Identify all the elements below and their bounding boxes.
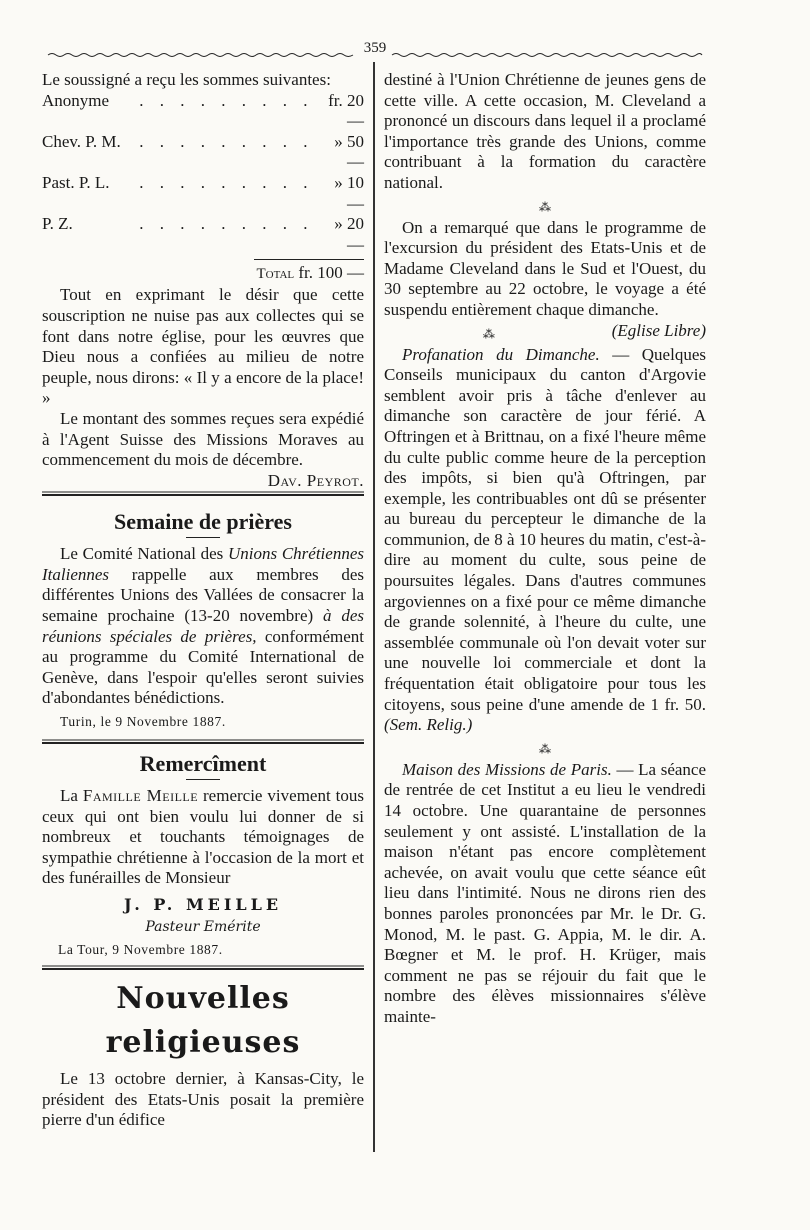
missions-paragraph (384, 760, 706, 1028)
title-rule (186, 779, 220, 780)
section-title-semaine: Semaine de prières (113, 509, 292, 535)
page-number: 359 (363, 40, 387, 56)
signature: Dav. Peyrot. (267, 470, 364, 490)
title-rule (186, 537, 220, 538)
remerciment-text-b: remercie vivement tous ceux qui ont bien voulu lui donner de si nombreux et touchants témoignages de sympathie chrétienne à l'occasion de la mort et des funérailles de Monsieur (42, 786, 364, 888)
section-title-nouvelles: Nouvelles religieuses (105, 981, 301, 1060)
subscription-total (42, 262, 364, 285)
excursion-text: On a remarqué que dans le programme de l'excursion du président des Etats-Unis et de Madame Cleveland dans le Sud et l'Ouest, du 30 septembre au 22 octobre, le voyage a été suspendu entièrement chaque dimanche. (384, 217, 706, 319)
semaine-text-a: Le Comité National des (60, 544, 229, 564)
subscriber-name: Past. P. L. (42, 172, 110, 192)
semaine-text-e: conformément au programme du Comité International de Genève, dans l'espoir qu'elles seront suivies d'abondantes bénédictions. (42, 626, 364, 708)
top-wavy-rule-right (392, 52, 702, 58)
leader-dots: . . . . . . . . . (139, 90, 314, 110)
semaine-paragraph (42, 544, 364, 709)
profanation-text: — Quelques Conseils municipaux du canton d'Argovie semblent avoir pris à tâche d'enlever au dimanche son caractère de jour férié. A Oftringen et à Brittnau, on a fixé l'heure même du culte public comme heure de la perception des impôts, si bien qu'à Oftringen, par exemple, les contribuables ont dû se présenter au bureau du percepteur le dimanche de la communion, de 8 à 10 heures du matin, c'est-à-dire au moment du culte, sous peine de poursuites légales. Dans d'autres communes argoviennes on a fixé pour ce même dimanche de grande solennité, à l'heure du culte, une assemblée communale où l'on devait voter sur une nouvelle loi commerciale et dont la fréquentation était obligatoire pour tous les citoyens, sous peine d'une amende de 1 fr. 50. (384, 344, 706, 714)
subscription-row (42, 173, 364, 214)
family-name: Famille Meille (82, 786, 199, 806)
subscription-list (42, 91, 364, 256)
asterism: ⁂ (539, 741, 551, 756)
subscriber-name: P. Z. (42, 214, 73, 234)
subscription-row (42, 132, 364, 173)
deceased-title: Pasteur Emérite (145, 919, 261, 935)
asterism: ⁂ (539, 199, 551, 214)
remerciment-text-a: La (60, 786, 83, 806)
subscription-amount: » 10 — (334, 172, 364, 213)
profanation-source: (Sem. Relig.) (384, 715, 473, 735)
subscription-intro: Le soussigné a reçu les sommes suivantes: (42, 70, 331, 89)
missions-text: — La séance de rentrée de cet Institut a eu lieu le vendredi 14 octobre. Une quarantaine de personnes seulement y ont assisté. L'installation de la maison n'étant pas encore complètement achevée, on avait voulu que cette séance eût lieu dans l'intimité. Nous ne dirons rien des bonnes paroles prononcées par Mr. le Dr. G. Monod, M. le past. G. Appia, M. le dir. A. Bœgner et M. le prof. H. Krüger, mais comment ne pas se réjouir du fait que le nombre des élèves missionnaires s'élève mainte- (384, 759, 707, 1026)
section-separator (42, 739, 364, 745)
nouvelles-paragraph: Le 13 octobre dernier, à Kansas-City, le président des Etats-Unis posait la première pierre d'un édifice (42, 1069, 364, 1130)
subscription-amount: fr. 20 — (328, 90, 364, 131)
leader-dots: . . . . . . . . . (139, 214, 314, 234)
excursion-source: (Eglise Libre) (611, 320, 706, 340)
profanation-title: Profanation du Dimanche. (402, 344, 600, 364)
missions-title: Maison des Missions de Paris. (402, 759, 612, 779)
subscriber-name: Chev. P. M. (42, 131, 121, 151)
section-separator (42, 965, 364, 971)
semaine-text-d: à des réunions spéciales de prières, (42, 606, 364, 646)
appeal-paragraph: Tout en exprimant le désir que cette souscription ne nuise pas aux collectes qui se font dans notre église, pour les œuvres que Dieu nous a confiées au milieu de notre peuple, nous dirons: « Il y a encore de la place! » (42, 285, 364, 408)
shipment-paragraph (42, 408, 364, 490)
cleveland-paragraph: destiné à l'Union Chrétienne de jeunes gens de cette ville. A cette occasion, M. Cleveland a prononcé un discours dans lequel il a proclamé l'importance très grande des Unions, comme contribuant à la formation du caractère national. (384, 70, 706, 192)
excursion-paragraph (384, 217, 706, 340)
remerciment-paragraph (42, 786, 364, 889)
profanation-paragraph (384, 345, 706, 736)
top-wavy-rule-left (48, 52, 353, 58)
subscription-row (42, 91, 364, 132)
left-column (42, 70, 364, 1131)
leader-dots: . . . . . . . . . (139, 131, 314, 151)
semaine-text-b: Unions Chrétiennes Italiennes (42, 544, 364, 584)
remerciment-dateline: La Tour, 9 Novembre 1887. (58, 942, 223, 957)
semaine-dateline: Turin, le 9 Novembre 1887. (60, 714, 226, 730)
total-amount: fr. 100 — (298, 263, 364, 283)
right-column (384, 70, 706, 1028)
leader-dots: . . . . . . . . . (139, 172, 314, 192)
asterism: ⁂ (482, 326, 495, 341)
deceased-name: J. P. MEILLE (123, 895, 283, 914)
subscription-row (42, 214, 364, 255)
column-divider (373, 62, 375, 1152)
total-label: Total (256, 266, 295, 283)
subscription-amount: » 20 — (334, 214, 364, 254)
shipment-text: Le montant des sommes reçues sera expédié à l'Agent Suisse des Missions Moraves au commencement du mois de décembre. (42, 408, 364, 470)
section-title-remerciment: Remercîment (139, 751, 267, 777)
semaine-text-c: rappelle aux membres des différentes Unions des Vallées de consacrer la semaine prochaine (13-20 novembre) (42, 564, 364, 626)
subscription-amount: » 50 — (334, 131, 364, 172)
total-rule (254, 259, 364, 260)
subscriber-name: Anonyme (42, 90, 110, 110)
